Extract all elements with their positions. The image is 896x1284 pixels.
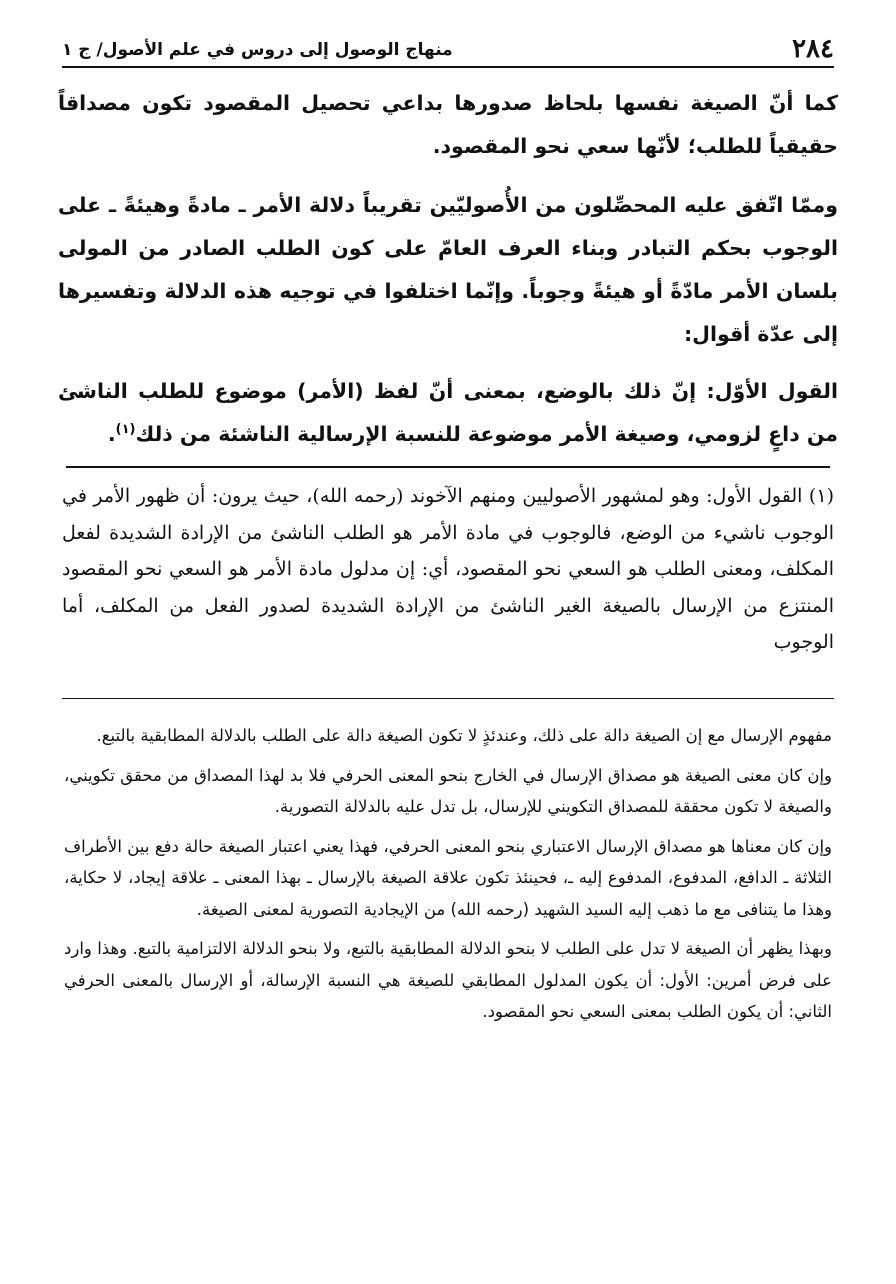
footnote-marker[interactable]: (١) [115,422,136,438]
paragraph-3-end: . [107,422,116,446]
main-text [58,82,838,470]
page-number: ٢٨٤ [792,34,834,64]
footnote-1-text: (١) القول الأول: وهو لمشهور الأصوليين ومنهم الآخوند (رحمه الله)، حيث يرون: أن ظهور الأمر في الوجوب ناشيء من الوضع، فالوجوب في مادة الأمر هو الطلب الناشئ من الإرادة الشديدة لفعل المكلف، ومعنى الطلب هو السعي نحو المقصود، أي: إن مدلول مادة الأمر هو السعي نحو المقصود المنتزع من الإرسال بالصيغة الغير الناشئ من الإرادة الشديدة لصدور الفعل من المكلف، أما الوجوب [62,485,834,654]
paragraph-3-text: القول الأوّل: إنّ ذلك بالوضع، بمعنى أنّ لفظ (الأمر) موضوع للطلب الناشئ من داعٍ لزومي، وصيغة الأمر موضوعة للنسبة الإرسالية الناشئة من ذلك [58,379,838,446]
footnote-continuation-paragraph-4: وبهذا يظهر أن الصيغة لا تدل على الطلب لا بنحو الدلالة المطابقية بالتبع، ولا بنحو الدلالة الالتزامية بالتبع. وهذا وارد على فرض أمرين: الأول: أن يكون المدلول المطابقي للصيغة هي النسبة الإرسالة، أو الإرسال بالمعنى الحرفي الثاني: أن يكون الطلب بمعنى السعي نحو المقصود. [64,939,832,1021]
running-title: منهاج الوصول إلى دروس في علم الأصول/ ج ١ [62,40,453,60]
footnote-continuation [64,720,832,1036]
footnote-continuation-separator [62,698,834,699]
footnote-1 [62,478,834,661]
paragraph-2: وممّا اتّفق عليه المحصِّلون من الأُصوليّين تقريباً دلالة الأمر ـ مادةً وهيئةً ـ على الوجوب بحكم التبادر وبناء العرف العامّ على كون الطلب الصادر من المولى بلسان الأمر مادّةً أو هيئةً وجوباً. وإنّما اختلفوا في توجيه هذه الدلالة وتفسيرها إلى عدّة أقوال: [58,193,838,346]
paragraph-1: كما أنّ الصيغة نفسها بلحاظ صدورها بداعي تحصيل المقصود تكون مصداقاً حقيقياً للطلب؛ لأنّها سعي نحو المقصود. [58,91,838,158]
footnote-separator [66,466,830,468]
footnote-continuation-paragraph-1: مفهوم الإرسال مع إن الصيغة دالة على ذلك، وعندئذٍ لا تكون الصيغة دالة على الطلب بالدلالة المطابقية بالتبع. [96,726,832,745]
footnote-continuation-paragraph-2: وإن كان معنى الصيغة هو مصداق الإرسال في الخارج بنحو المعنى الحرفي فلا بد لهذا المصداق من محقق تكويني، والصيغة لا تكون محققة للمصداق التكويني للإرسال، بل تدل عليه بالدلالة التصورية. [64,765,832,816]
footnote-continuation-paragraph-3: وإن كان معناها هو مصداق الإرسال الاعتباري بنحو المعنى الحرفي، فهذا يعني اعتبار الصيغة حالة دفع بين الأطراف الثلاثة ـ الدافع، المدفوع، المدفوع إليه ـ، فحينئذ تكون علاقة الصيغة بالإرسال ـ بهذا المعنى ـ علاقة إيجاد، لا حكاية، وهذا ما يتنافى مع ما ذهب إليه السيد الشهيد (رحمه الله) من الإيجادية التصورية لمعنى الصيغة. [64,836,832,919]
paragraph-3 [58,370,838,456]
page-header [62,32,834,68]
